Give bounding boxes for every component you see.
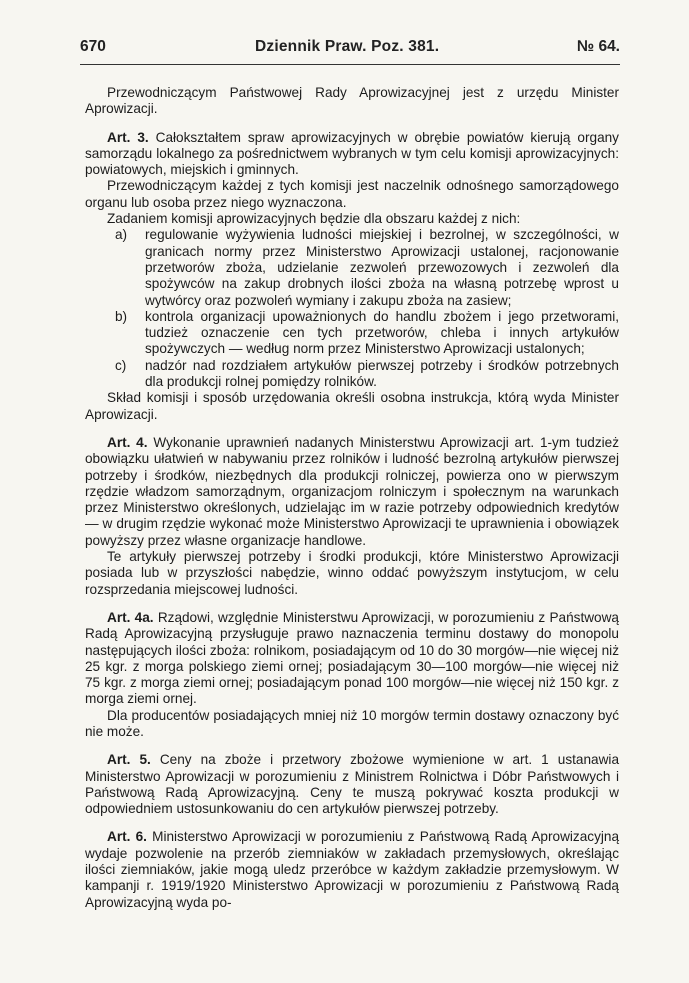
article-6 — [85, 829, 619, 910]
list-letter: c) — [115, 357, 127, 373]
article-label: Art. 6. — [107, 829, 147, 845]
paragraph: Skład komisji i sposób urzędowania określi osobna instrukcja, którą wyda Minister Aprowizacji. — [85, 390, 619, 422]
document-body — [85, 85, 619, 911]
article-label: Art. 4a. — [107, 609, 154, 625]
list-item — [85, 309, 619, 358]
page-header — [80, 38, 620, 62]
paragraph: Zadaniem komisji aprowizacyjnych będzie dla obszaru każdej z nich: — [107, 211, 521, 227]
article-text: Ministerstwo Aprowizacji w porozumieniu z Państwową Radą Aprowizacyjną wydaje pozwolenie na przerób ziemniaków w zakładach przemysłowych, określając ilości ziemniaków, jakie mogą uledz przeróbce w każdym zakładzie przemysłowym. W kampanji r. 1919/1920 Ministerstwo Aprowizacji w porozumieniu z Państwową Radą Aprowizacyjną wyda po- — [85, 829, 620, 910]
article-4a — [85, 610, 619, 708]
article-text: Całokształtem spraw aprowizacyjnych w obrębie powiatów kierują organy samorządu lokalnego za pośrednictwem wybranych w tym celu komisji aprowizacyjnych: powiatowych, miejskich i gminnych. — [85, 129, 619, 178]
paragraph: Dla producentów posiadających mniej niż 10 morgów termin dostawy oznaczony być nie może. — [85, 707, 619, 739]
paragraph: Przewodniczącym każdej z tych komisji jest naczelnik odnośnego samorządowego organu lub osoba przez niego wyznaczona. — [85, 178, 619, 210]
issue-number: № 64. — [576, 38, 620, 55]
list-letter: b) — [115, 308, 128, 324]
article-label: Art. 4. — [107, 434, 148, 450]
list-letter: a) — [115, 227, 128, 243]
paragraph: Te artykuły pierwszej potrzeby i środki produkcji, które Ministerstwo Aprowizacji posiada lub w przyszłości nabędzie, winno oddać powyższym instytucjom, w celu rozsprzedania miejscowej ludności. — [85, 549, 619, 597]
list-text: kontrola organizacji upoważnionych do handlu zbożem i jego przetworami, tudzież oznaczenie cen tych przetworów, chleba i innych artykułów spożywczych — według norm przez Ministerstwo Aprowizacji ustalonych; — [145, 308, 619, 357]
journal-title: Dziennik Praw. Poz. 381. — [255, 38, 440, 55]
page-number: 670 — [80, 38, 106, 55]
article-label: Art. 3. — [107, 129, 149, 145]
list-text: nadzór nad rozdziałem artykułów pierwszej potrzeby i środków potrzebnych dla produkcji rolnej pomiędzy rolników. — [145, 357, 619, 390]
article-4 — [85, 435, 619, 549]
article-text: Wykonanie uprawnień nadanych Ministerstwu Aprowizacji art. 1-ym tudzież obowiązku ułatwień w nabywaniu przez rolników i ludność bezrolną artykułów pierwszej potrzeby i środków, niezbędnych dla produkcji rolniczej, powierza ono w pierwszym rzędzie władzom samorządnym, organizacjom rolniczym i społecznym na warunkach przez Ministerstwo określonych, udzielając im w razie potrzeby odpowiednich kredytów — w drugim rzędzie wykonać może Ministerstwo Aprowizacji te uprawnienia i obowiązek powyższy przez własne organizacje handlowe. — [85, 434, 619, 548]
list-text: regulowanie wyżywienia ludności miejskiej i bezrolnej, w szczególności, w granicach normy przez Ministerstwo Aprowizacji ustalonej, racjonowanie przetworów zboża, udzielanie zezwoleń przewozowych i zezwoleń dla spożywców na zakup drobnych ilości zboża na własną potrzebę wprost u wytwórcy oraz pozwoleń wymiany i zakupu zboża na zasiew; — [145, 227, 619, 308]
article-text: Ceny na zboże i przetwory zbożowe wymienione w art. 1 ustanawia Ministerstwo Aprowizacji w porozumieniu z Ministrem Rolnictwa i Dóbr Państwowych i Państwową Radą Aprowizacyjną. Ceny te muszą pokrywać koszta produkcji w odpowiedniem ustosunkowaniu do cen artykułów pierwszej potrzeby. — [85, 752, 619, 817]
article-5 — [85, 752, 619, 817]
header-rule — [80, 64, 620, 65]
article-3 — [85, 130, 619, 179]
article-label: Art. 5. — [107, 752, 151, 768]
paragraph: Przewodniczącym Państwowej Rady Aprowizacyjnej jest z urzędu Ministe​r Aprowizacji. — [85, 85, 619, 117]
list-item — [85, 227, 619, 308]
article-text: Rządowi, względnie Ministerstwu Aprowizacji, w porozumieniu z Państwową Radą Aprowizacyjną przysługuje prawo naznaczenia terminu dostawy do monopolu następujących ilości zboża: rolnikom, posiadającym od 10 do 30 morgów—nie więcej niż 25 kgr. z morga polskiego ziemi ornej; posiadającym 30—100 morgów—nie więcej niż 75 kgr. z morga ziemi ornej; posiadającym ponad 100 morgów—nie więcej niż 150 kgr. z morga ziemi ornej. — [85, 609, 619, 707]
task-list — [85, 227, 619, 390]
list-item — [85, 358, 619, 391]
